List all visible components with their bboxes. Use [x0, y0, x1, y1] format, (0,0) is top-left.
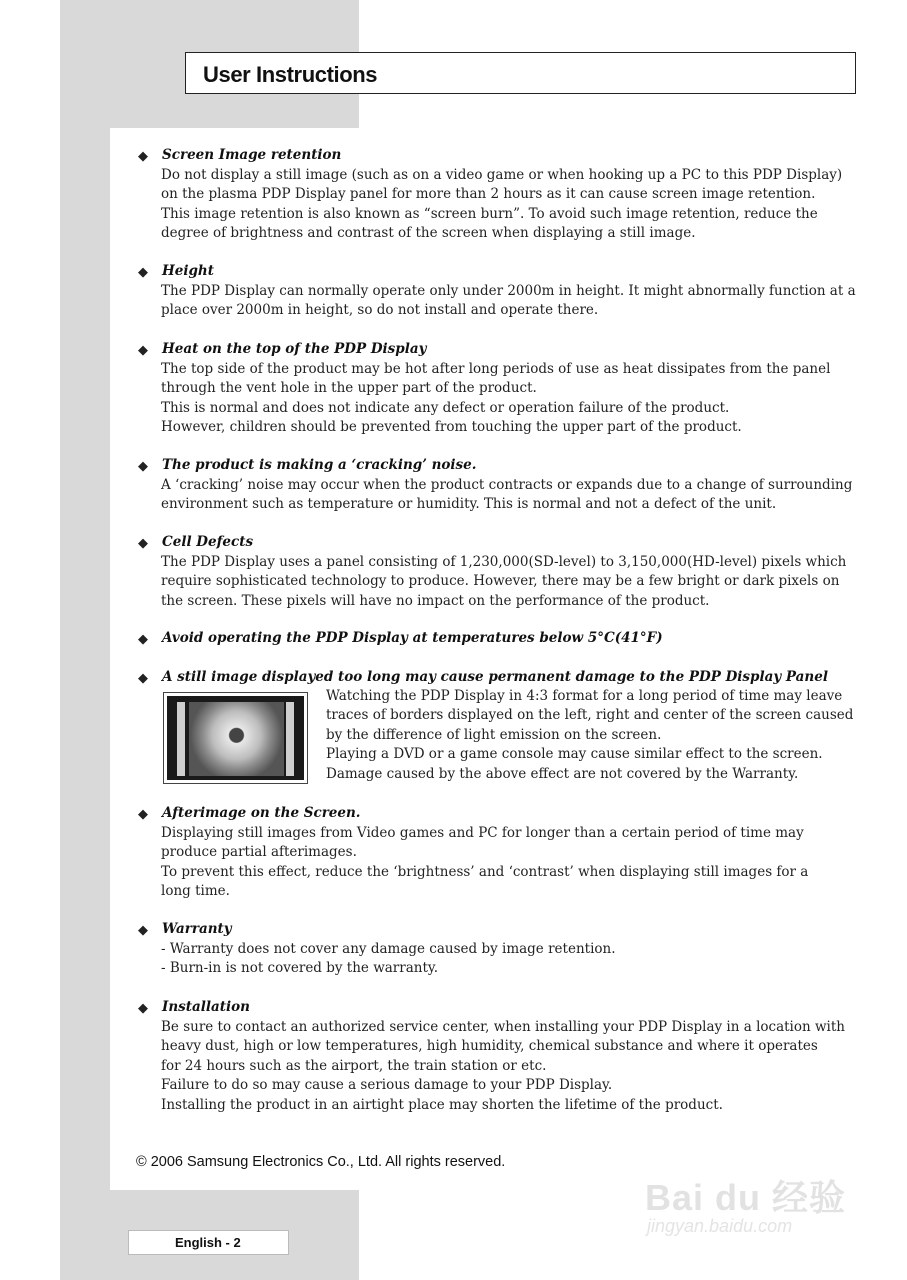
section-body [161, 476, 852, 515]
body-line: However, children should be prevented from touching the upper part of the product. [161, 419, 742, 436]
section-body [161, 282, 856, 321]
baidu-watermark [645, 1168, 865, 1248]
body-line: traces of borders displayed on the left, right and center of the screen caused [326, 707, 854, 724]
body-line: for 24 hours such as the airport, the train station or etc. [161, 1057, 547, 1074]
still-image-body [326, 687, 853, 784]
bullet-diamond-icon: ◆ [138, 922, 148, 937]
body-line: A ‘cracking’ noise may occur when the product contracts or expands due to a change of surrounding [161, 477, 853, 493]
body-line: This image retention is also known as “screen burn”. To avoid such image retention, reduce the [161, 205, 818, 222]
bullet-diamond-icon: ◆ [138, 148, 148, 163]
section-body [161, 824, 808, 902]
body-line: Failure to do so may cause a serious damage to your PDP Display. [161, 1077, 613, 1094]
body-line: The top side of the product may be hot after long periods of use as heat dissipates from the panel [161, 361, 831, 377]
bullet-diamond-icon: ◆ [138, 535, 148, 550]
body-line: The PDP Display can normally operate only under 2000m in height. It might abnormally function at a [161, 283, 856, 299]
body-line: degree of brightness and contrast of the screen when displaying a still image. [161, 225, 696, 242]
bullet-diamond-icon: ◆ [138, 458, 148, 473]
body-line: long time. [161, 883, 230, 900]
body-line: Displaying still images from Video games and PC for longer than a certain period of time may [161, 825, 804, 841]
watermark-url: jingyan.baidu.com [647, 1216, 793, 1236]
flower-picture [189, 702, 284, 776]
page-number: English - 2 [175, 1235, 241, 1250]
section-heading: Installation [162, 999, 250, 1015]
watermark-logo-text: Bai du 经验 [645, 1177, 847, 1218]
body-line: by the difference of light emission on the screen. [326, 726, 662, 743]
left-border-trace [177, 702, 185, 776]
body-line: place over 2000m in height, so do not install and operate there. [161, 302, 599, 319]
body-line: through the vent hole in the upper part of the product. [161, 380, 537, 397]
bullet-diamond-icon: ◆ [138, 342, 148, 357]
section-heading: Screen Image retention [162, 147, 342, 163]
bullet-diamond-icon: ◆ [138, 670, 148, 685]
body-line: This is normal and does not indicate any defect or operation failure of the product. [161, 399, 730, 416]
bullet-diamond-icon: ◆ [138, 806, 148, 821]
section-heading: Heat on the top of the PDP Display [162, 341, 427, 357]
body-line: - Warranty does not cover any damage caused by image retention. [161, 941, 616, 957]
section-heading: Warranty [162, 921, 232, 937]
right-border-trace [286, 702, 294, 776]
body-line: To prevent this effect, reduce the ‘brightness’ and ‘contrast’ when displaying still images for a [161, 863, 809, 880]
body-line: require sophisticated technology to produce. However, there may be a few bright or dark pixels on [161, 573, 840, 590]
bullet-diamond-icon: ◆ [138, 264, 148, 279]
section-heading: A still image displayed too long may cause permanent damage to the PDP Display Panel [162, 669, 828, 685]
section-body [161, 553, 846, 611]
body-line: Do not display a still image (such as on a video game or when hooking up a PC to this PDP Display) [161, 167, 843, 183]
body-line: Playing a DVD or a game console may cause similar effect to the screen. [326, 746, 823, 763]
section-heading: Avoid operating the PDP Display at temperatures below 5°C(41°F) [162, 630, 663, 646]
body-line: the screen. These pixels will have no impact on the performance of the product. [161, 592, 710, 609]
section-heading: Cell Defects [162, 534, 254, 550]
copyright-notice: © 2006 Samsung Electronics Co., Ltd. All rights reserved. [136, 1154, 506, 1170]
body-line: Installing the product in an airtight place may shorten the lifetime of the product. [161, 1096, 723, 1113]
page-margin-band [60, 0, 110, 1280]
body-line: on the plasma PDP Display panel for more than 2 hours as it can cause screen image retention. [161, 186, 816, 203]
section-body [161, 940, 616, 979]
title-box [185, 52, 856, 94]
body-line: The PDP Display uses a panel consisting of 1,230,000(SD-level) to 3,150,000(HD-level) pixels which [161, 554, 847, 570]
body-line: Damage caused by the above effect are not covered by the Warranty. [326, 765, 799, 782]
body-line: - Burn-in is not covered by the warranty. [161, 960, 439, 977]
bullet-diamond-icon: ◆ [138, 1000, 148, 1015]
page-title: User Instructions [203, 62, 378, 87]
section-heading: Afterimage on the Screen. [162, 805, 361, 821]
section-body [161, 166, 842, 244]
bullet-diamond-icon: ◆ [138, 631, 148, 646]
burn-in-example-image [163, 692, 308, 784]
body-line: heavy dust, high or low temperatures, high humidity, chemical substance and where it operates [161, 1038, 818, 1055]
body-line: environment such as temperature or humidity. This is normal and not a defect of the unit. [161, 496, 777, 513]
body-line: Be sure to contact an authorized service center, when installing your PDP Display in a location with [161, 1019, 845, 1035]
section-heading: Height [162, 263, 214, 279]
body-line: produce partial afterimages. [161, 844, 357, 861]
page-number-box [128, 1230, 289, 1255]
screen-frame [167, 696, 304, 780]
section-body [161, 360, 830, 438]
section-body [161, 1018, 845, 1115]
body-line: Watching the PDP Display in 4:3 format for a long period of time may leave [326, 688, 843, 704]
section-heading: The product is making a ‘cracking’ noise. [162, 457, 477, 473]
